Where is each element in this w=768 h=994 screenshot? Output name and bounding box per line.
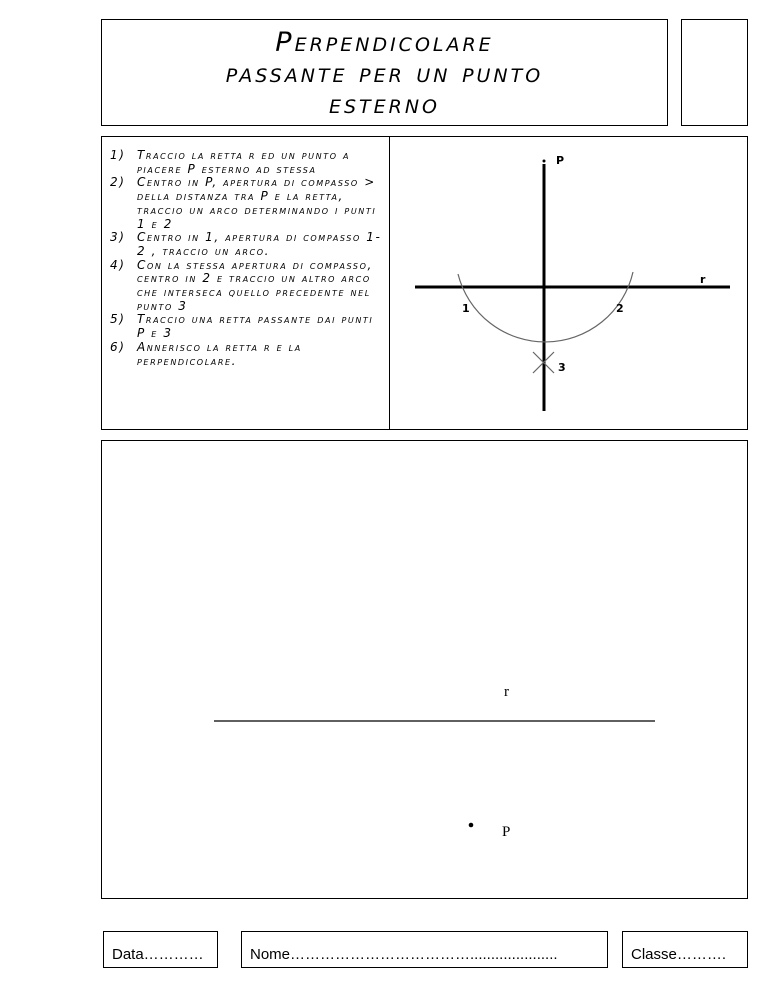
exercise-label-p: P xyxy=(502,824,511,840)
name-field[interactable]: Nome………………………………..................... xyxy=(241,931,608,968)
instructions-box xyxy=(101,136,748,430)
step-number: 2) xyxy=(110,175,126,190)
step-text: Centro in 1, apertura di compasso 1-2 , traccio un arco. xyxy=(137,230,382,258)
step-number: 5) xyxy=(110,312,126,327)
step-item xyxy=(110,231,382,258)
exercise-canvas xyxy=(102,441,747,898)
step-item xyxy=(110,313,382,340)
step-item xyxy=(110,259,382,314)
step-number: 4) xyxy=(110,257,126,272)
step-number: 1) xyxy=(110,148,126,162)
step-number: 6) xyxy=(110,339,126,354)
step-text: Annerisco la retta r e la perpendicolare. xyxy=(137,339,302,368)
step-item xyxy=(110,176,382,231)
instructions-divider xyxy=(389,137,390,429)
step-item xyxy=(110,149,382,176)
point-p xyxy=(543,160,546,163)
title-box xyxy=(101,19,668,126)
exercise-point-p xyxy=(469,823,474,828)
label-r: r xyxy=(700,273,706,286)
label-2: 2 xyxy=(616,302,624,315)
title-line-3: esterno xyxy=(328,89,441,120)
steps-list xyxy=(110,149,382,368)
label-p: P xyxy=(556,154,565,167)
step-text: Centro in P, apertura di compasso > della distanza tra P e la retta, traccio un arco determinando i punti 1 e 2 xyxy=(137,175,377,231)
step-item xyxy=(110,341,382,368)
title-line-2: passante per un punto xyxy=(225,58,544,89)
construction-diagram xyxy=(410,141,735,425)
exercise-label-r: r xyxy=(504,684,509,700)
step-text: Traccio la retta r ed un punto a piacere P esterno ad stessa xyxy=(137,148,351,176)
label-1: 1 xyxy=(462,302,470,315)
label-3: 3 xyxy=(558,361,566,374)
class-field[interactable]: Classe………. xyxy=(622,931,748,968)
title-line-1: Perpendicolare xyxy=(275,27,494,58)
step-text: Con la stessa apertura di compasso, centro in 2 e traccio un altro arco che interseca quello precedente nel punto 3 xyxy=(137,257,373,313)
exercise-box xyxy=(101,440,748,899)
step-text: Traccio una retta passante dai punti P e 3 xyxy=(137,312,374,341)
corner-box xyxy=(681,19,748,126)
step-number: 3) xyxy=(110,230,126,245)
date-field[interactable]: Data………… xyxy=(103,931,218,968)
